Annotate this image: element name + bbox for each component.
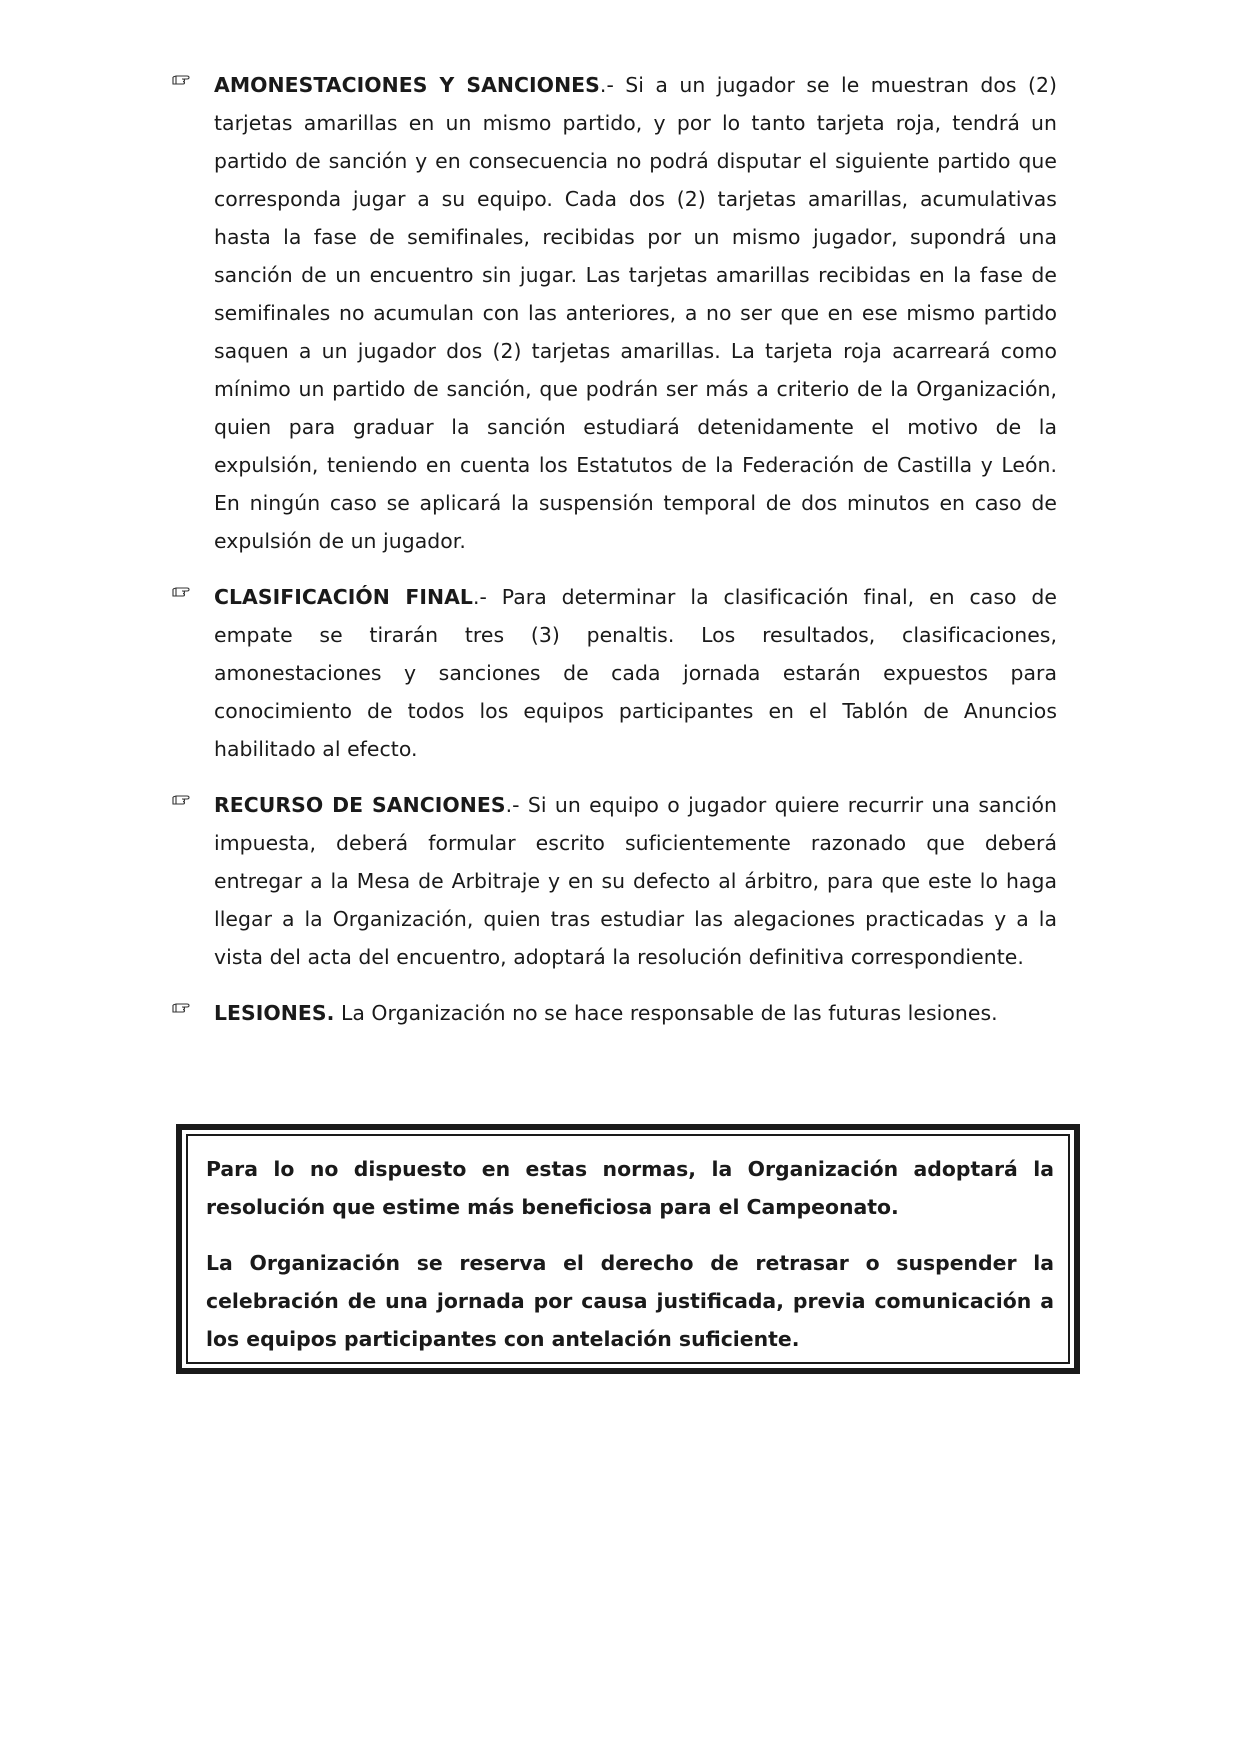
list-item-recurso bbox=[172, 786, 1057, 976]
notice-paragraph-2: La Organización se reserva el derecho de retrasar o suspender la celebración de una jornada por causa justificada, previa comunicación a los equipos participantes con antelación suficiente. bbox=[206, 1251, 1054, 1351]
pointing-hand-icon bbox=[172, 586, 194, 598]
item-heading: LESIONES. bbox=[214, 1001, 335, 1025]
list-item-clasificacion bbox=[172, 578, 1057, 768]
pointing-hand-icon bbox=[172, 74, 194, 86]
notice-box bbox=[176, 1124, 1080, 1374]
item-heading: CLASIFICACIÓN FINAL bbox=[214, 585, 473, 609]
item-paragraph bbox=[214, 578, 1057, 768]
pointing-hand-icon bbox=[172, 794, 194, 806]
notice-paragraph-1: Para lo no dispuesto en estas normas, la Organización adoptará la resolución que estime más beneficiosa para el Campeonato. bbox=[206, 1157, 1054, 1219]
item-heading: AMONESTACIONES Y SANCIONES bbox=[214, 73, 600, 97]
item-paragraph bbox=[214, 66, 1057, 560]
list-item-amonestaciones bbox=[172, 66, 1057, 560]
rules-list bbox=[172, 66, 1057, 1050]
pointing-hand-icon bbox=[172, 1002, 194, 1014]
item-paragraph bbox=[214, 786, 1057, 976]
notice-box-inner bbox=[186, 1134, 1070, 1364]
item-body: .- Si un equipo o jugador quiere recurrir una sanción impuesta, deberá formular escrito suficientemente razonado que deberá entregar a la Mesa de Arbitraje y en su defecto al árbitro, para que este lo haga llegar a la Organización, quien tras estudiar las alegaciones practicadas y a la vista del acta del encuentro, adoptará la resolución definitiva correspondiente. bbox=[214, 793, 1057, 969]
item-body: La Organización no se hace responsable de las futuras lesiones. bbox=[334, 1001, 998, 1025]
item-body: .- Para determinar la clasificación final, en caso de empate se tirarán tres (3) penaltis. Los resultados, clasificaciones, amonestaciones y sanciones de cada jornada estarán expuestos para conocimiento de todos los equipos participantes en el Tablón de Anuncios habilitado al efecto. bbox=[214, 585, 1057, 761]
item-paragraph bbox=[214, 994, 1057, 1032]
item-heading: RECURSO DE SANCIONES bbox=[214, 793, 506, 817]
list-item-lesiones bbox=[172, 994, 1057, 1032]
item-body: .- Si a un jugador se le muestran dos (2) tarjetas amarillas en un mismo partido, y por lo tanto tarjeta roja, tendrá un partido de sanción y en consecuencia no podrá disputar el siguiente partido que corresponda jugar a su equipo. Cada dos (2) tarjetas amarillas, acumulativas hasta la fase de semifinales, recibidas por un mismo jugador, supondrá una sanción de un encuentro sin jugar. Las tarjetas amarillas recibidas en la fase de semifinales no acumulan con las anteriores, a no ser que en ese mismo partido saquen a un jugador dos (2) tarjetas amarillas. La tarjeta roja acarreará como mínimo un partido de sanción, que podrán ser más a criterio de la Organización, quien para graduar la sanción estudiará detenidamente el motivo de la expulsión, teniendo en cuenta los Estatutos de la Federación de Castilla y León. En ningún caso se aplicará la suspensión temporal de dos minutos en caso de expulsión de un jugador. bbox=[214, 73, 1057, 553]
